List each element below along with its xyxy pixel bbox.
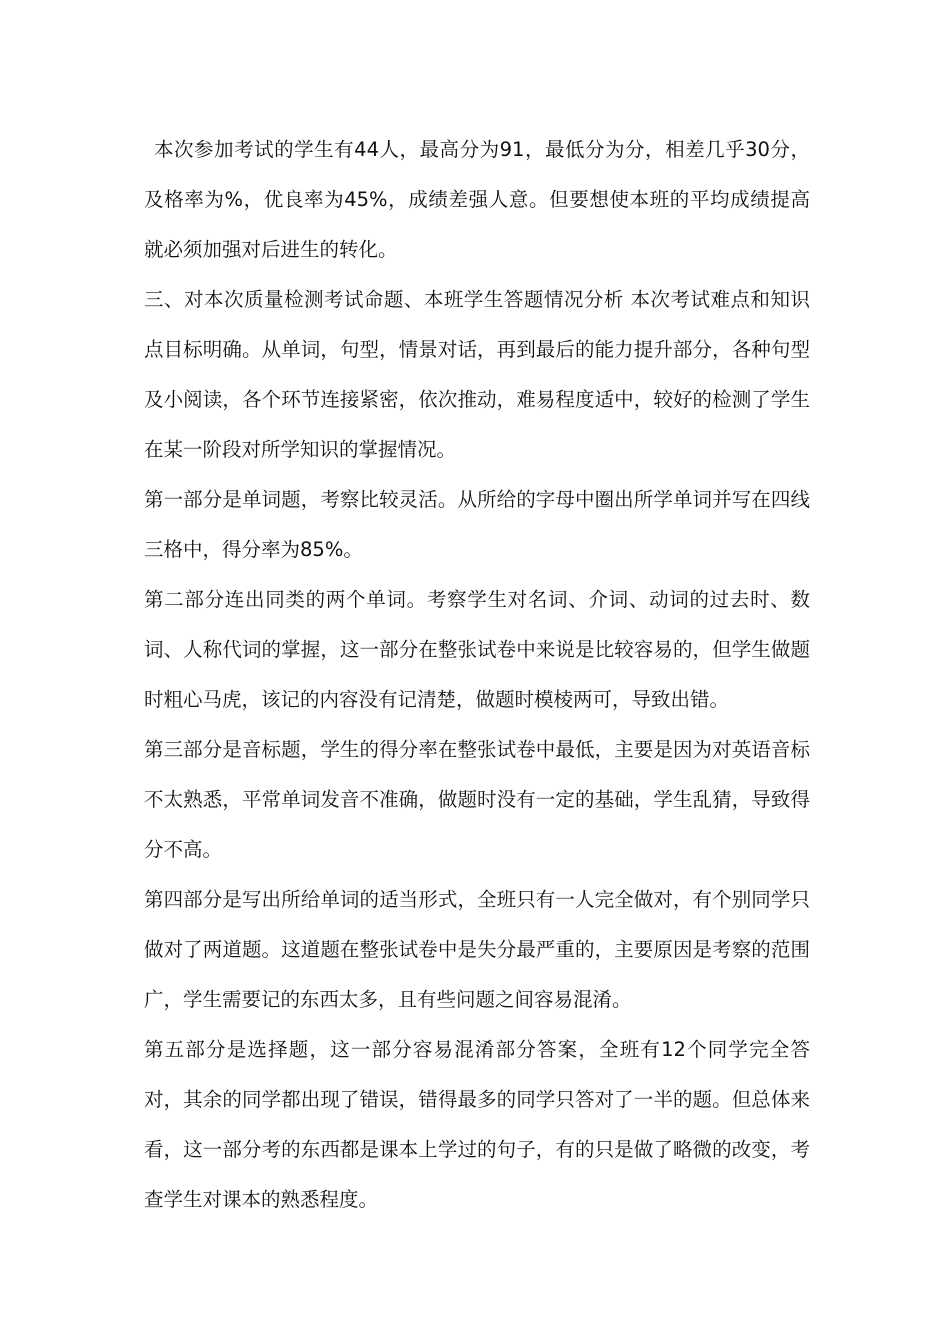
paragraph-part-five: 第五部分是选择题，这一部分容易混淆部分答案，全班有12个同学完全答对，其余的同学都出现了错误，错得最多的同学只答对了一半的题。但总体来看，这一部分考的东西都是课本上学过的句子，有的只是做了略微的改变，考查学生对课本的熟悉程度。 bbox=[144, 1038, 810, 1211]
paragraph-part-two: 第二部分连出同类的两个单词。考察学生对名词、介词、动词的过去时、数词、人称代词的掌握，这一部分在整张试卷中来说是比较容易的，但学生做题时粗心马虎，该记的内容没有记清楚，做题时模棱两可，导致出错。 bbox=[144, 588, 810, 711]
paragraph-part-four: 第四部分是写出所给单词的适当形式，全班只有一人完全做对，有个别同学只做对了两道题。这道题在整张试卷中是失分最严重的，主要原因是考察的范围广，学生需要记的东西太多，且有些问题之间容易混淆。 bbox=[144, 888, 810, 1011]
document-body bbox=[144, 125, 810, 1225]
paragraph-part-one: 第一部分是单词题，考察比较灵活。从所给的字母中圈出所学单词并写在四线三格中，得分率为85%。 bbox=[144, 488, 810, 561]
paragraph-exam-summary: 本次参加考试的学生有44人，最高分为91，最低分为分，相差几乎30分，及格率为%，优良率为45%，成绩差强人意。但要想使本班的平均成绩提高就必须加强对后进生的转化。 bbox=[144, 138, 810, 261]
paragraph-exam-analysis: 三、对本次质量检测考试命题、本班学生答题情况分析 本次考试难点和知识点目标明确。从单词，句型，情景对话，再到最后的能力提升部分，各种句型及小阅读，各个环节连接紧密，依次推动，难易程度适中，较好的检测了学生在某一阶段对所学知识的掌握情况。 bbox=[144, 288, 810, 461]
paragraph-part-three: 第三部分是音标题，学生的得分率在整张试卷中最低，主要是因为对英语音标不太熟悉，平常单词发音不准确，做题时没有一定的基础，学生乱猜，导致得分不高。 bbox=[144, 738, 810, 861]
